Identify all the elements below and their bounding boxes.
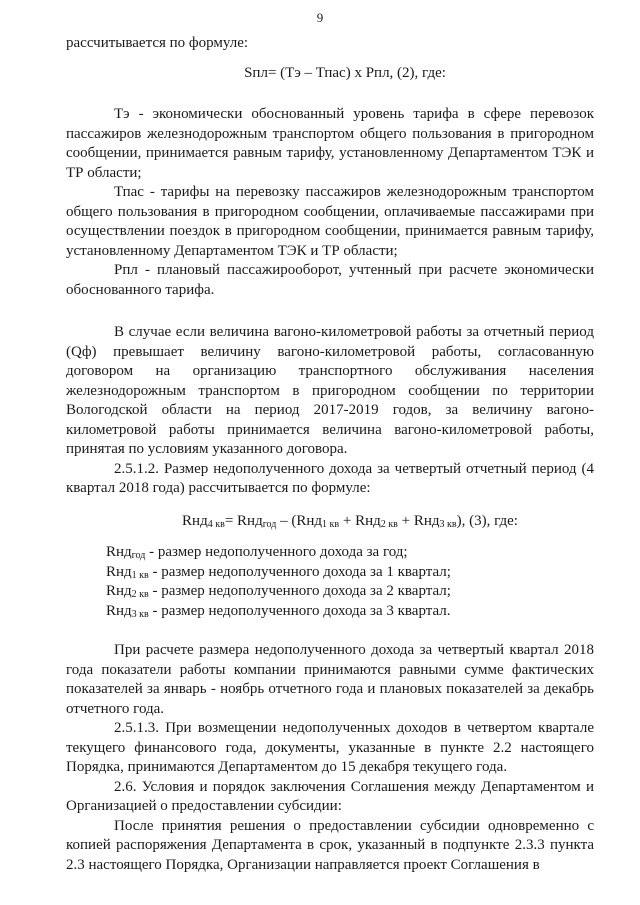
paragraph-after-decision: После принятия решения о предоставлении субсидии одновременно с копией распоряжения Департамента в срок, указанный в подпункте 2.3.3 пункта 2.3 настоящего Порядка, Организации направляется проект Соглашения в bbox=[66, 817, 594, 873]
paragraph-2-5-1-3: 2.5.1.3. При возмещении недополученных доходов в четвертом квартале текущего финансового года, документы, указанные в пункте 2.2 настоящего Порядка, принимаются Департаментом до 15 декабря текущего года. bbox=[66, 720, 594, 775]
paragraph-2-6: 2.6. Условия и порядок заключения Соглашения между Департаментом и Организацией о предоставлении субсидии: bbox=[66, 778, 594, 814]
definition-rnd-3kv: Rнд$_{3 кв}$ - размер недополученного дохода за 3 квартал. bbox=[106, 602, 451, 620]
paragraph-calculation: При расчете размера недополученного дохода за четвертый квартал 2018 года показатели работы компании принимаются равными сумме фактических показателей за январь - ноябрь отчетного года и плановых показателей за декабрь отчетного года. bbox=[66, 642, 594, 717]
formula-2-rhs: (Тэ – Тпас) х Рпл, (2), где: bbox=[280, 64, 446, 81]
term-te: Тэ - экономически обоснованный уровень тарифа в сфере перевозок пассажиров железнодорожным транспортом общего пользования в пригородном сообщении, принимается равным тарифу, установленному Департаментом ТЭК и ТР области; bbox=[66, 106, 594, 181]
paragraph-2-5-1-2: 2.5.1.2. Размер недополученного дохода за четвертый отчетный период (4 квартал 2018 года) рассчитывается по формуле: bbox=[66, 460, 594, 496]
paragraph-qf: В случае если величина вагоно-километровой работы за отчетный период (Qф) превышает величину вагоно-километровой работы, согласованную договором на организацию транспортного обслуживания населения железнодорожным транспортом в пригородном сообщении по территории Вологодской области на период 2017-2019 годов, за величину вагоно-километровой работы принимается величина вагоно-километровой работы, принятая по условиям указанного договора. bbox=[66, 324, 594, 457]
definition-rnd-2kv: Rнд$_{2 кв}$ - размер недополученного дохода за 2 квартал; bbox=[106, 583, 451, 600]
page-number: 9 bbox=[316, 10, 324, 25]
page-body bbox=[66, 34, 594, 875]
definition-rnd-1kv: Rнд$_{1 кв}$ - размер недополученного дохода за 1 квартал; bbox=[106, 563, 451, 581]
term-rpl: Рпл - плановый пассажирооборот, учтенный при расчете экономически обоснованного тарифа. bbox=[66, 262, 594, 298]
formula-2-lhs: Sпл= bbox=[244, 64, 277, 81]
intro-line: рассчитывается по формуле: bbox=[66, 35, 249, 51]
formula-3: Rнд$_{4 кв}$= Rнд$_{год}$ – (Rнд$_{1 кв}$ + Rнд$_{2 кв}$ + Rнд$_{3 кв}$), (3), где: bbox=[182, 512, 518, 530]
formula-2 bbox=[66, 64, 594, 84]
definition-rnd-god: Rнд$_{год}$ - размер недополученного дохода за год; bbox=[106, 544, 408, 561]
term-tpas: Тпас - тарифы на перевозку пассажиров железнодорожным транспортом общего пользования в пригородном сообщении, оплачиваемые пассажирами при осуществлении поездок в пригородном сообщении, принимается равным тарифу, установленному Департаментом ТЭК и ТР области; bbox=[66, 184, 594, 259]
